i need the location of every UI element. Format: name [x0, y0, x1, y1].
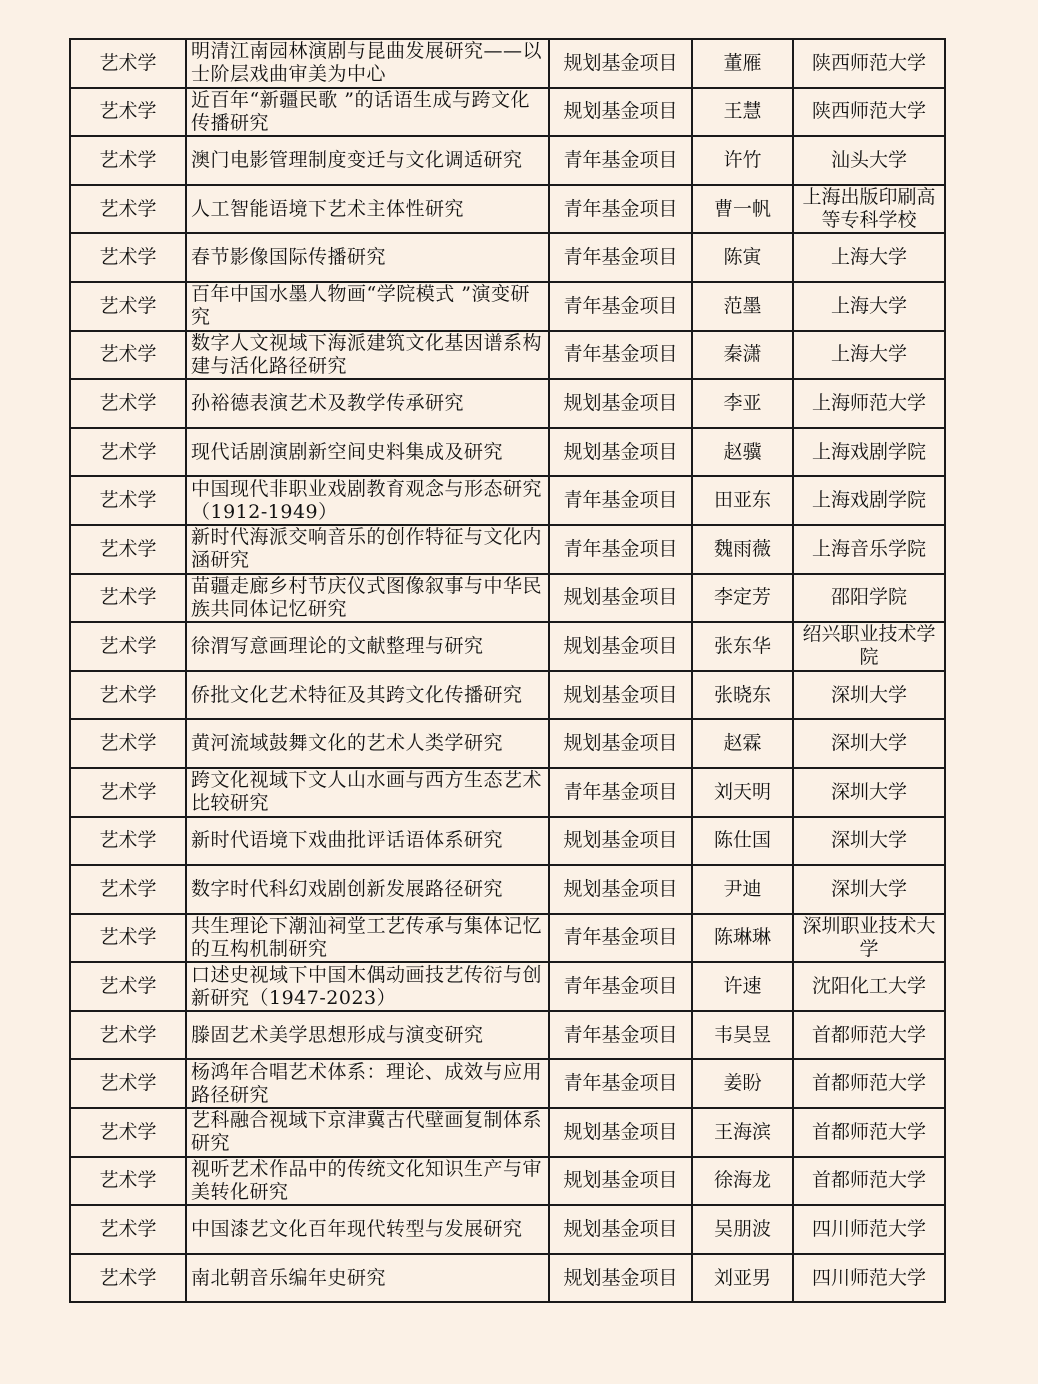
category-cell: 艺术学 [70, 1205, 186, 1254]
project-type-cell: 规划基金项目 [549, 865, 692, 914]
applicant-name-cell: 范墨 [692, 282, 793, 331]
institution-cell: 上海音乐学院 [793, 525, 945, 574]
project-type-cell: 规划基金项目 [549, 88, 692, 137]
applicant-name-cell: 陈琳琳 [692, 914, 793, 963]
category-cell: 艺术学 [70, 185, 186, 234]
category-cell: 艺术学 [70, 1254, 186, 1303]
table-row [70, 574, 945, 623]
institution-cell: 上海戏剧学院 [793, 476, 945, 525]
project-type-cell: 规划基金项目 [549, 1157, 692, 1206]
project-title-cell: 苗疆走廊乡村节庆仪式图像叙事与中华民族共同体记忆研究 [186, 574, 549, 623]
category-cell: 艺术学 [70, 719, 186, 768]
project-title-cell: 黄河流域鼓舞文化的艺术人类学研究 [186, 719, 549, 768]
category-cell: 艺术学 [70, 88, 186, 137]
institution-cell: 深圳大学 [793, 719, 945, 768]
category-cell: 艺术学 [70, 1011, 186, 1060]
project-type-cell: 规划基金项目 [549, 719, 692, 768]
applicant-name-cell: 田亚东 [692, 476, 793, 525]
institution-cell: 汕头大学 [793, 136, 945, 185]
table-row [70, 428, 945, 477]
table-row [70, 379, 945, 428]
applicant-name-cell: 韦昊昱 [692, 1011, 793, 1060]
project-type-cell: 青年基金项目 [549, 185, 692, 234]
table-row [70, 914, 945, 963]
category-cell: 艺术学 [70, 39, 186, 88]
project-title-cell: 视听艺术作品中的传统文化知识生产与审美转化研究 [186, 1157, 549, 1206]
project-title-cell: 口述史视域下中国木偶动画技艺传衍与创新研究（1947-2023） [186, 962, 549, 1011]
project-type-cell: 规划基金项目 [549, 817, 692, 866]
project-type-cell: 规划基金项目 [549, 428, 692, 477]
project-type-cell: 青年基金项目 [549, 476, 692, 525]
project-title-cell: 澳门电影管理制度变迁与文化调适研究 [186, 136, 549, 185]
table-row [70, 185, 945, 234]
category-cell: 艺术学 [70, 962, 186, 1011]
project-title-cell: 春节影像国际传播研究 [186, 233, 549, 282]
project-type-cell: 青年基金项目 [549, 282, 692, 331]
category-cell: 艺术学 [70, 574, 186, 623]
project-title-cell: 数字人文视域下海派建筑文化基因谱系构建与活化路径研究 [186, 331, 549, 380]
institution-cell: 邵阳学院 [793, 574, 945, 623]
table-row [70, 768, 945, 817]
institution-cell: 陕西师范大学 [793, 88, 945, 137]
project-title-cell: 现代话剧演剧新空间史料集成及研究 [186, 428, 549, 477]
table-row [70, 136, 945, 185]
project-type-cell: 青年基金项目 [549, 962, 692, 1011]
category-cell: 艺术学 [70, 428, 186, 477]
project-table [69, 38, 946, 1303]
project-type-cell: 青年基金项目 [549, 914, 692, 963]
applicant-name-cell: 许竹 [692, 136, 793, 185]
applicant-name-cell: 秦潇 [692, 331, 793, 380]
category-cell: 艺术学 [70, 1157, 186, 1206]
project-title-cell: 中国现代非职业戏剧教育观念与形态研究（1912-1949） [186, 476, 549, 525]
project-title-cell: 新时代语境下戏曲批评话语体系研究 [186, 817, 549, 866]
project-type-cell: 规划基金项目 [549, 574, 692, 623]
table-row [70, 331, 945, 380]
project-title-cell: 近百年“新疆民歌 ”的话语生成与跨文化传播研究 [186, 88, 549, 137]
applicant-name-cell: 赵霖 [692, 719, 793, 768]
applicant-name-cell: 王慧 [692, 88, 793, 137]
project-title-cell: 人工智能语境下艺术主体性研究 [186, 185, 549, 234]
institution-cell: 沈阳化工大学 [793, 962, 945, 1011]
applicant-name-cell: 刘天明 [692, 768, 793, 817]
project-type-cell: 青年基金项目 [549, 331, 692, 380]
table-row [70, 671, 945, 720]
table-row [70, 1205, 945, 1254]
table-row [70, 1254, 945, 1303]
institution-cell: 首都师范大学 [793, 1011, 945, 1060]
project-type-cell: 青年基金项目 [549, 1011, 692, 1060]
category-cell: 艺术学 [70, 768, 186, 817]
applicant-name-cell: 李亚 [692, 379, 793, 428]
project-title-cell: 孙裕德表演艺术及教学传承研究 [186, 379, 549, 428]
project-type-cell: 规划基金项目 [549, 1254, 692, 1303]
project-type-cell: 青年基金项目 [549, 233, 692, 282]
institution-cell: 上海出版印刷高等专科学校 [793, 185, 945, 234]
table-row [70, 1108, 945, 1157]
table-row [70, 622, 945, 671]
applicant-name-cell: 徐海龙 [692, 1157, 793, 1206]
applicant-name-cell: 吴朋波 [692, 1205, 793, 1254]
applicant-name-cell: 陈仕国 [692, 817, 793, 866]
project-title-cell: 杨鸿年合唱艺术体系：理论、成效与应用路径研究 [186, 1059, 549, 1108]
project-title-cell: 侨批文化艺术特征及其跨文化传播研究 [186, 671, 549, 720]
applicant-name-cell: 董雁 [692, 39, 793, 88]
table-row [70, 476, 945, 525]
project-title-cell: 共生理论下潮汕祠堂工艺传承与集体记忆的互构机制研究 [186, 914, 549, 963]
institution-cell: 首都师范大学 [793, 1059, 945, 1108]
project-type-cell: 青年基金项目 [549, 768, 692, 817]
applicant-name-cell: 曹一帆 [692, 185, 793, 234]
institution-cell: 上海戏剧学院 [793, 428, 945, 477]
category-cell: 艺术学 [70, 476, 186, 525]
applicant-name-cell: 李定芳 [692, 574, 793, 623]
category-cell: 艺术学 [70, 1059, 186, 1108]
institution-cell: 上海大学 [793, 331, 945, 380]
project-title-cell: 新时代海派交响音乐的创作特征与文化内涵研究 [186, 525, 549, 574]
project-type-cell: 规划基金项目 [549, 379, 692, 428]
applicant-name-cell: 赵骥 [692, 428, 793, 477]
project-title-cell: 百年中国水墨人物画“学院模式 ”演变研究 [186, 282, 549, 331]
category-cell: 艺术学 [70, 914, 186, 963]
project-type-cell: 规划基金项目 [549, 39, 692, 88]
project-list-page [69, 38, 946, 1303]
category-cell: 艺术学 [70, 865, 186, 914]
project-type-cell: 规划基金项目 [549, 671, 692, 720]
applicant-name-cell: 王海滨 [692, 1108, 793, 1157]
project-title-cell: 南北朝音乐编年史研究 [186, 1254, 549, 1303]
applicant-name-cell: 张晓东 [692, 671, 793, 720]
category-cell: 艺术学 [70, 233, 186, 282]
institution-cell: 四川师范大学 [793, 1205, 945, 1254]
project-title-cell: 滕固艺术美学思想形成与演变研究 [186, 1011, 549, 1060]
table-row [70, 282, 945, 331]
table-row [70, 1059, 945, 1108]
applicant-name-cell: 姜盼 [692, 1059, 793, 1108]
applicant-name-cell: 魏雨薇 [692, 525, 793, 574]
institution-cell: 首都师范大学 [793, 1108, 945, 1157]
project-title-cell: 明清江南园林演剧与昆曲发展研究——以士阶层戏曲审美为中心 [186, 39, 549, 88]
table-row [70, 719, 945, 768]
table-row [70, 88, 945, 137]
institution-cell: 首都师范大学 [793, 1157, 945, 1206]
project-title-cell: 数字时代科幻戏剧创新发展路径研究 [186, 865, 549, 914]
project-type-cell: 规划基金项目 [549, 622, 692, 671]
project-table-body [70, 39, 945, 1302]
applicant-name-cell: 陈寅 [692, 233, 793, 282]
project-title-cell: 艺科融合视域下京津冀古代壁画复制体系研究 [186, 1108, 549, 1157]
applicant-name-cell: 刘亚男 [692, 1254, 793, 1303]
project-type-cell: 青年基金项目 [549, 525, 692, 574]
institution-cell: 深圳大学 [793, 817, 945, 866]
institution-cell: 绍兴职业技术学院 [793, 622, 945, 671]
project-type-cell: 青年基金项目 [549, 136, 692, 185]
category-cell: 艺术学 [70, 1108, 186, 1157]
table-row [70, 39, 945, 88]
institution-cell: 深圳大学 [793, 671, 945, 720]
institution-cell: 深圳大学 [793, 768, 945, 817]
table-row [70, 865, 945, 914]
institution-cell: 上海大学 [793, 282, 945, 331]
category-cell: 艺术学 [70, 379, 186, 428]
category-cell: 艺术学 [70, 331, 186, 380]
table-row [70, 233, 945, 282]
category-cell: 艺术学 [70, 136, 186, 185]
table-row [70, 1011, 945, 1060]
table-row [70, 962, 945, 1011]
institution-cell: 上海师范大学 [793, 379, 945, 428]
table-row [70, 1157, 945, 1206]
table-row [70, 817, 945, 866]
institution-cell: 深圳大学 [793, 865, 945, 914]
applicant-name-cell: 尹迪 [692, 865, 793, 914]
project-title-cell: 跨文化视域下文人山水画与西方生态艺术比较研究 [186, 768, 549, 817]
category-cell: 艺术学 [70, 817, 186, 866]
project-type-cell: 青年基金项目 [549, 1059, 692, 1108]
category-cell: 艺术学 [70, 525, 186, 574]
category-cell: 艺术学 [70, 282, 186, 331]
project-type-cell: 规划基金项目 [549, 1108, 692, 1157]
category-cell: 艺术学 [70, 671, 186, 720]
project-title-cell: 中国漆艺文化百年现代转型与发展研究 [186, 1205, 549, 1254]
table-row [70, 525, 945, 574]
institution-cell: 陕西师范大学 [793, 39, 945, 88]
institution-cell: 上海大学 [793, 233, 945, 282]
institution-cell: 深圳职业技术大学 [793, 914, 945, 963]
applicant-name-cell: 许速 [692, 962, 793, 1011]
project-type-cell: 规划基金项目 [549, 1205, 692, 1254]
institution-cell: 四川师范大学 [793, 1254, 945, 1303]
category-cell: 艺术学 [70, 622, 186, 671]
project-title-cell: 徐渭写意画理论的文献整理与研究 [186, 622, 549, 671]
applicant-name-cell: 张东华 [692, 622, 793, 671]
